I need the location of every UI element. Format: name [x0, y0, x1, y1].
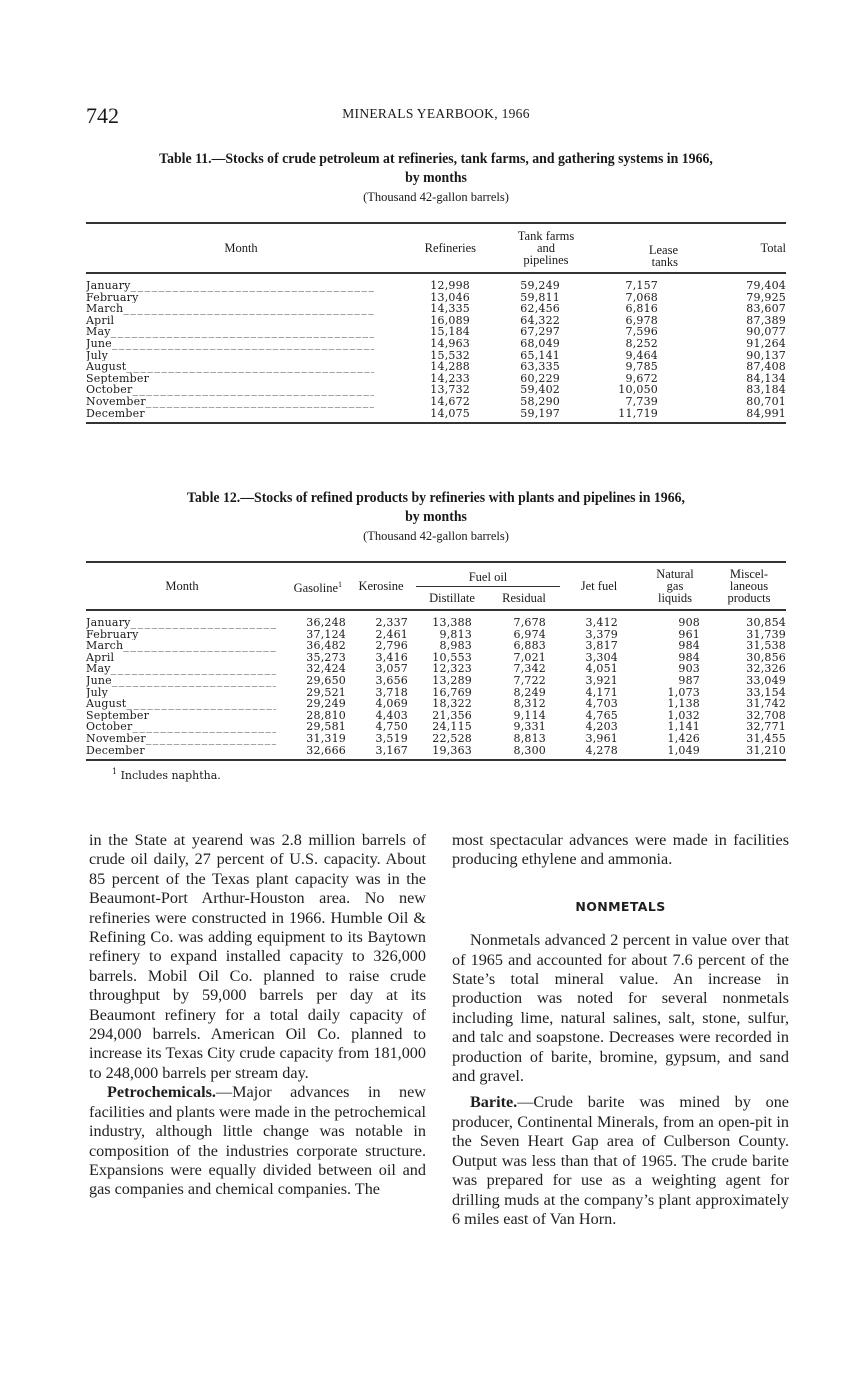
month-label: August _ _ _	[86, 698, 276, 710]
table-row	[86, 361, 786, 373]
col-header-month: Month	[86, 223, 396, 273]
footnote-ref-1: 1	[338, 579, 342, 589]
cell-refineries: 12,998	[430, 279, 470, 292]
cell-total: 79,925	[746, 290, 786, 304]
cell-distillate: 12,323	[432, 662, 472, 676]
cell-miscellaneous: 32,771	[746, 720, 786, 734]
cell-distillate: 19,363	[416, 745, 488, 761]
cell-tank-farms: 64,322	[520, 313, 560, 327]
month-label: October _ _ _	[86, 384, 374, 396]
cell-refineries: 14,963	[430, 336, 470, 350]
cell-kerosine: 2,337	[375, 616, 408, 629]
cell-gasoline: 36,248	[306, 616, 346, 629]
cell-distillate: 24,115	[432, 720, 472, 734]
cell-tank-farms: 58,290	[520, 394, 560, 408]
month-label: February _ _ _	[86, 292, 374, 304]
cell-jet-fuel: 3,412	[585, 616, 618, 629]
table-12-units: (Thousand 42-gallon barrels)	[363, 529, 509, 543]
month-label: May _ _ _	[86, 663, 276, 675]
section-heading-nonmetals: NONMETALS	[575, 898, 666, 914]
cell-natural-gas-liquids: 1,032	[667, 708, 700, 722]
cell-lease-tanks: 9,672	[625, 371, 658, 385]
month-label: December _ _ _	[86, 408, 374, 420]
cell-natural-gas-liquids: 1,138	[667, 697, 700, 711]
col-header-ngl-l2: gas	[666, 579, 684, 593]
col-header-lease-tanks	[586, 223, 686, 273]
col-header-lease-l1: Lease	[648, 243, 678, 257]
cell-tank-farms: 59,249	[520, 279, 560, 292]
cell-tank-farms: 67,297	[520, 325, 560, 339]
cell-total: 87,408	[746, 360, 786, 374]
month-label: January _ _ _	[86, 617, 276, 629]
cell-distillate: 13,388	[432, 616, 472, 629]
cell-tank-farms: 59,197	[476, 408, 586, 424]
cell-miscellaneous: 31,538	[746, 639, 786, 653]
cell-residual: 9,114	[513, 708, 546, 722]
col-header-lease-l2: tanks	[651, 255, 678, 269]
col-header-misc-l2: laneous	[729, 579, 769, 593]
cell-tank-farms: 60,229	[520, 371, 560, 385]
text-column-right	[452, 831, 789, 1229]
cell-residual: 8,312	[513, 697, 546, 711]
cell-lease-tanks: 7,596	[625, 325, 658, 339]
cell-gasoline: 29,521	[306, 685, 346, 699]
month-label: November _ _ _	[86, 733, 276, 745]
cell-miscellaneous: 30,854	[746, 616, 786, 629]
cell-miscellaneous: 31,455	[746, 731, 786, 745]
cell-total: 79,404	[746, 279, 786, 292]
cell-jet-fuel: 4,051	[585, 662, 618, 676]
table-12-title-line2: by months	[405, 509, 467, 525]
col-header-distillate: Distillate	[416, 586, 488, 610]
table-11	[86, 150, 786, 424]
paragraph-barite	[452, 1093, 789, 1229]
cell-gasoline: 28,810	[306, 708, 346, 722]
cell-distillate: 22,528	[432, 731, 472, 745]
month-label: June _ _ _	[86, 675, 276, 687]
cell-jet-fuel: 3,817	[585, 639, 618, 653]
cell-total: 90,137	[746, 348, 786, 362]
cell-natural-gas-liquids: 961	[678, 627, 700, 641]
cell-miscellaneous: 30,856	[746, 650, 786, 664]
cell-distillate: 18,322	[432, 697, 472, 711]
cell-kerosine: 3,416	[375, 650, 408, 664]
cell-miscellaneous: 31,742	[746, 697, 786, 711]
cell-jet-fuel: 3,379	[585, 627, 618, 641]
cell-miscellaneous: 31,210	[712, 745, 786, 761]
cell-natural-gas-liquids: 1,141	[667, 720, 700, 734]
cell-total: 84,991	[686, 408, 786, 424]
cell-residual: 8,813	[513, 731, 546, 745]
cell-miscellaneous: 33,049	[746, 673, 786, 687]
cell-kerosine: 3,718	[375, 685, 408, 699]
cell-jet-fuel: 4,203	[585, 720, 618, 734]
paragraph-refinery-capacity: in the State at yearend was 2.8 million barrels of crude oil daily, 27 percent of U.S. capacity. About 85 percent of the Texas plant capacity was in the Beaumont-Port Arthur-Houston area. No new refineries were constructed in 1966. Humble Oil & Refining Co. was adding equipment to its Baytown refinery to expand installed capacity to 326,000 barrels. Mobil Oil Co. planned to raise crude throughput by 59,000 barrels per day at its Beaumont refinery for a total daily capacity of 294,000 barrels. American Oil Co. planned to increase its Texas City crude capacity from 181,000 to 248,000 barrels per stream day.	[89, 831, 426, 1082]
cell-natural-gas-liquids: 903	[678, 662, 700, 676]
col-header-tank-farms-l2: and	[536, 241, 556, 255]
table-12-title-line1: Table 12.—Stocks of refined products by refineries with plants and pipelines in 1966,	[187, 490, 685, 506]
cell-refineries: 13,046	[430, 290, 470, 304]
cell-tank-farms: 59,402	[520, 383, 560, 397]
cell-residual: 8,249	[513, 685, 546, 699]
paragraph-petrochemicals	[89, 1083, 426, 1199]
paragraph-nonmetals: Nonmetals advanced 2 percent in value over that of 1965 and accounted for about 7.6 percent of the State’s total mineral value. An increase in production was noted for several nonmetals including lime, natural salines, salt, stone, sulfur, and talc and soapstone. Decreases were recorded in production of barite, bromine, gypsum, and sand and gravel.	[452, 931, 789, 1086]
cell-total: 87,389	[746, 313, 786, 327]
table-row	[86, 610, 786, 629]
table-11-title	[114, 150, 758, 188]
cell-distillate: 21,356	[432, 708, 472, 722]
cell-jet-fuel: 4,171	[585, 685, 618, 699]
cell-jet-fuel: 3,961	[585, 731, 618, 745]
footnote-text: Includes naphtha.	[117, 769, 221, 783]
petrochemicals-heading: Petrochemicals.	[107, 1083, 216, 1102]
month-label: July _ _ _	[86, 687, 276, 699]
cell-refineries: 15,184	[430, 325, 470, 339]
cell-distillate: 8,983	[439, 639, 472, 653]
cell-residual: 9,331	[513, 720, 546, 734]
cell-gasoline: 29,650	[306, 673, 346, 687]
col-header-natural-gas-liquids	[638, 562, 712, 610]
table-12-title	[114, 489, 758, 527]
col-header-refineries: Refineries	[396, 223, 476, 273]
month-label: May _ _ _	[86, 326, 374, 338]
col-header-ngl-l3: liquids	[657, 591, 693, 605]
cell-kerosine: 4,069	[375, 697, 408, 711]
table-12-footnote	[86, 767, 786, 782]
col-header-fuel-oil: Fuel oil	[416, 562, 560, 586]
cell-kerosine: 3,167	[346, 745, 416, 761]
cell-kerosine: 3,656	[375, 673, 408, 687]
month-label: March _ _ _	[86, 303, 374, 315]
table-row	[86, 338, 786, 350]
col-header-total: Total	[686, 223, 786, 273]
cell-miscellaneous: 33,154	[746, 685, 786, 699]
cell-total: 83,184	[746, 383, 786, 397]
cell-total: 90,077	[746, 325, 786, 339]
month-label: March _ _ _	[86, 640, 276, 652]
month-label: July _ _ _	[86, 350, 374, 362]
table-12-grid	[86, 561, 786, 761]
footnote-mark: 1	[112, 767, 118, 777]
cell-kerosine: 2,796	[375, 639, 408, 653]
text-column-left	[89, 831, 426, 1200]
col-header-jet-fuel: Jet fuel	[560, 562, 638, 610]
cell-residual: 7,722	[513, 673, 546, 687]
cell-gasoline: 36,482	[306, 639, 346, 653]
cell-refineries: 16,089	[430, 313, 470, 327]
running-head	[86, 103, 786, 133]
col-header-ngl-l1: Natural	[656, 567, 694, 581]
paragraph-petrochemicals-cont: most spectacular advances were made in facilities producing ethylene and ammonia.	[452, 831, 789, 869]
month-label: January _ _ _	[86, 280, 374, 292]
table-row	[86, 396, 786, 408]
table-11-title-line2: by months	[405, 170, 467, 186]
cell-total: 80,701	[746, 394, 786, 408]
table-row	[86, 273, 786, 292]
cell-residual: 7,678	[513, 616, 546, 629]
cell-gasoline: 29,581	[306, 720, 346, 734]
col-header-gasoline-label: Gasoline	[293, 580, 338, 595]
cell-distillate: 16,769	[432, 685, 472, 699]
table-11-title-line1: Table 11.—Stocks of crude petroleum at refineries, tank farms, and gathering systems in 1966,	[159, 151, 713, 167]
cell-lease-tanks: 11,719	[586, 408, 686, 424]
cell-kerosine: 4,403	[375, 708, 408, 722]
cell-natural-gas-liquids: 987	[678, 673, 700, 687]
cell-kerosine: 4,750	[375, 720, 408, 734]
table-12	[86, 489, 786, 782]
table-row	[86, 698, 786, 710]
cell-distillate: 9,813	[439, 627, 472, 641]
cell-lease-tanks: 7,739	[625, 394, 658, 408]
cell-lease-tanks: 9,464	[625, 348, 658, 362]
cell-refineries: 14,672	[430, 394, 470, 408]
cell-gasoline: 37,124	[306, 627, 346, 641]
petrochemicals-text: —Major advances in new facilities and plants were made in the petrochemical industry, although little change was notable in composition of the industries corporate structure. Expansions were equally divided between oil and gas companies and chemical companies. The	[89, 1083, 426, 1199]
col-header-miscellaneous	[712, 562, 786, 610]
cell-jet-fuel: 4,278	[560, 745, 638, 761]
running-title: MINERALS YEARBOOK, 1966	[342, 106, 530, 121]
cell-lease-tanks: 10,050	[618, 383, 658, 397]
month-label: December _ _ _	[86, 745, 276, 757]
cell-gasoline: 29,249	[306, 697, 346, 711]
cell-refineries: 14,288	[430, 360, 470, 374]
cell-jet-fuel: 4,703	[585, 697, 618, 711]
cell-lease-tanks: 6,978	[625, 313, 658, 327]
month-label: September _ _ _	[86, 373, 374, 385]
cell-tank-farms: 65,141	[520, 348, 560, 362]
cell-tank-farms: 59,811	[520, 290, 560, 304]
table-row	[86, 733, 786, 745]
col-header-gasoline	[278, 562, 346, 610]
page-number: 742	[86, 103, 119, 128]
cell-residual: 8,300	[488, 745, 560, 761]
cell-natural-gas-liquids: 1,426	[667, 731, 700, 745]
cell-jet-fuel: 4,765	[585, 708, 618, 722]
barite-heading: Barite.	[470, 1093, 518, 1112]
month-label: April _ _ _	[86, 315, 374, 327]
cell-refineries: 14,335	[430, 302, 470, 316]
cell-natural-gas-liquids: 984	[678, 650, 700, 664]
month-label: February _ _ _	[86, 629, 276, 641]
barite-text: —Crude barite was mined by one producer, Continental Minerals, from an open-pit in the Seven Heart Gap area of Culberson County. Output was less than that of 1965. The crude barite was prepared for use as a weighting agent for drilling muds at the company’s plant approximately 6 miles east of Van Horn.	[452, 1093, 789, 1228]
cell-refineries: 14,233	[430, 371, 470, 385]
cell-lease-tanks: 9,785	[625, 360, 658, 374]
cell-total: 91,264	[746, 336, 786, 350]
cell-natural-gas-liquids: 1,073	[667, 685, 700, 699]
cell-tank-farms: 62,456	[520, 302, 560, 316]
cell-miscellaneous: 32,708	[746, 708, 786, 722]
cell-tank-farms: 63,335	[520, 360, 560, 374]
col-header-misc-l1: Miscel-	[729, 567, 769, 581]
col-header-kerosine: Kerosine	[346, 562, 416, 610]
cell-natural-gas-liquids: 984	[678, 639, 700, 653]
month-label: September _ _ _	[86, 710, 276, 722]
cell-natural-gas-liquids: 1,049	[638, 745, 712, 761]
col-header-misc-l3: products	[727, 591, 771, 605]
month-label: November _ _ _	[86, 396, 374, 408]
cell-miscellaneous: 32,326	[746, 662, 786, 676]
cell-residual: 7,342	[513, 662, 546, 676]
table-11-grid	[86, 222, 786, 424]
cell-tank-farms: 68,049	[520, 336, 560, 350]
table-row	[86, 745, 786, 761]
cell-residual: 6,883	[513, 639, 546, 653]
cell-kerosine: 2,461	[375, 627, 408, 641]
cell-miscellaneous: 31,739	[746, 627, 786, 641]
col-header-residual: Residual	[488, 586, 560, 610]
cell-refineries: 13,732	[430, 383, 470, 397]
month-label: April _ _ _	[86, 652, 276, 664]
cell-natural-gas-liquids: 908	[678, 616, 700, 629]
cell-gasoline: 35,273	[306, 650, 346, 664]
month-label: June _ _ _	[86, 338, 374, 350]
table-11-units: (Thousand 42-gallon barrels)	[363, 190, 509, 204]
cell-gasoline: 32,666	[278, 745, 346, 761]
cell-gasoline: 31,319	[306, 731, 346, 745]
col-header-month: Month	[86, 562, 278, 610]
cell-total: 83,607	[746, 302, 786, 316]
cell-kerosine: 3,519	[375, 731, 408, 745]
cell-refineries: 15,532	[430, 348, 470, 362]
cell-lease-tanks: 7,157	[625, 279, 658, 292]
cell-gasoline: 32,424	[306, 662, 346, 676]
col-header-tank-farms-l1: Tank farms	[517, 229, 575, 243]
cell-lease-tanks: 6,816	[625, 302, 658, 316]
cell-residual: 6,974	[513, 627, 546, 641]
month-label: August _ _ _	[86, 361, 374, 373]
cell-lease-tanks: 7,068	[625, 290, 658, 304]
month-label: October _ _ _	[86, 721, 276, 733]
table-row	[86, 408, 786, 424]
cell-jet-fuel: 3,304	[585, 650, 618, 664]
col-header-tank-farms	[476, 223, 586, 273]
cell-distillate: 13,289	[432, 673, 472, 687]
cell-jet-fuel: 3,921	[585, 673, 618, 687]
cell-refineries: 14,075	[396, 408, 476, 424]
col-header-tank-farms-l3: pipelines	[523, 253, 569, 267]
cell-distillate: 10,553	[432, 650, 472, 664]
cell-total: 84,134	[746, 371, 786, 385]
table-row	[86, 675, 786, 687]
cell-kerosine: 3,057	[375, 662, 408, 676]
cell-lease-tanks: 8,252	[625, 336, 658, 350]
cell-residual: 7,021	[513, 650, 546, 664]
